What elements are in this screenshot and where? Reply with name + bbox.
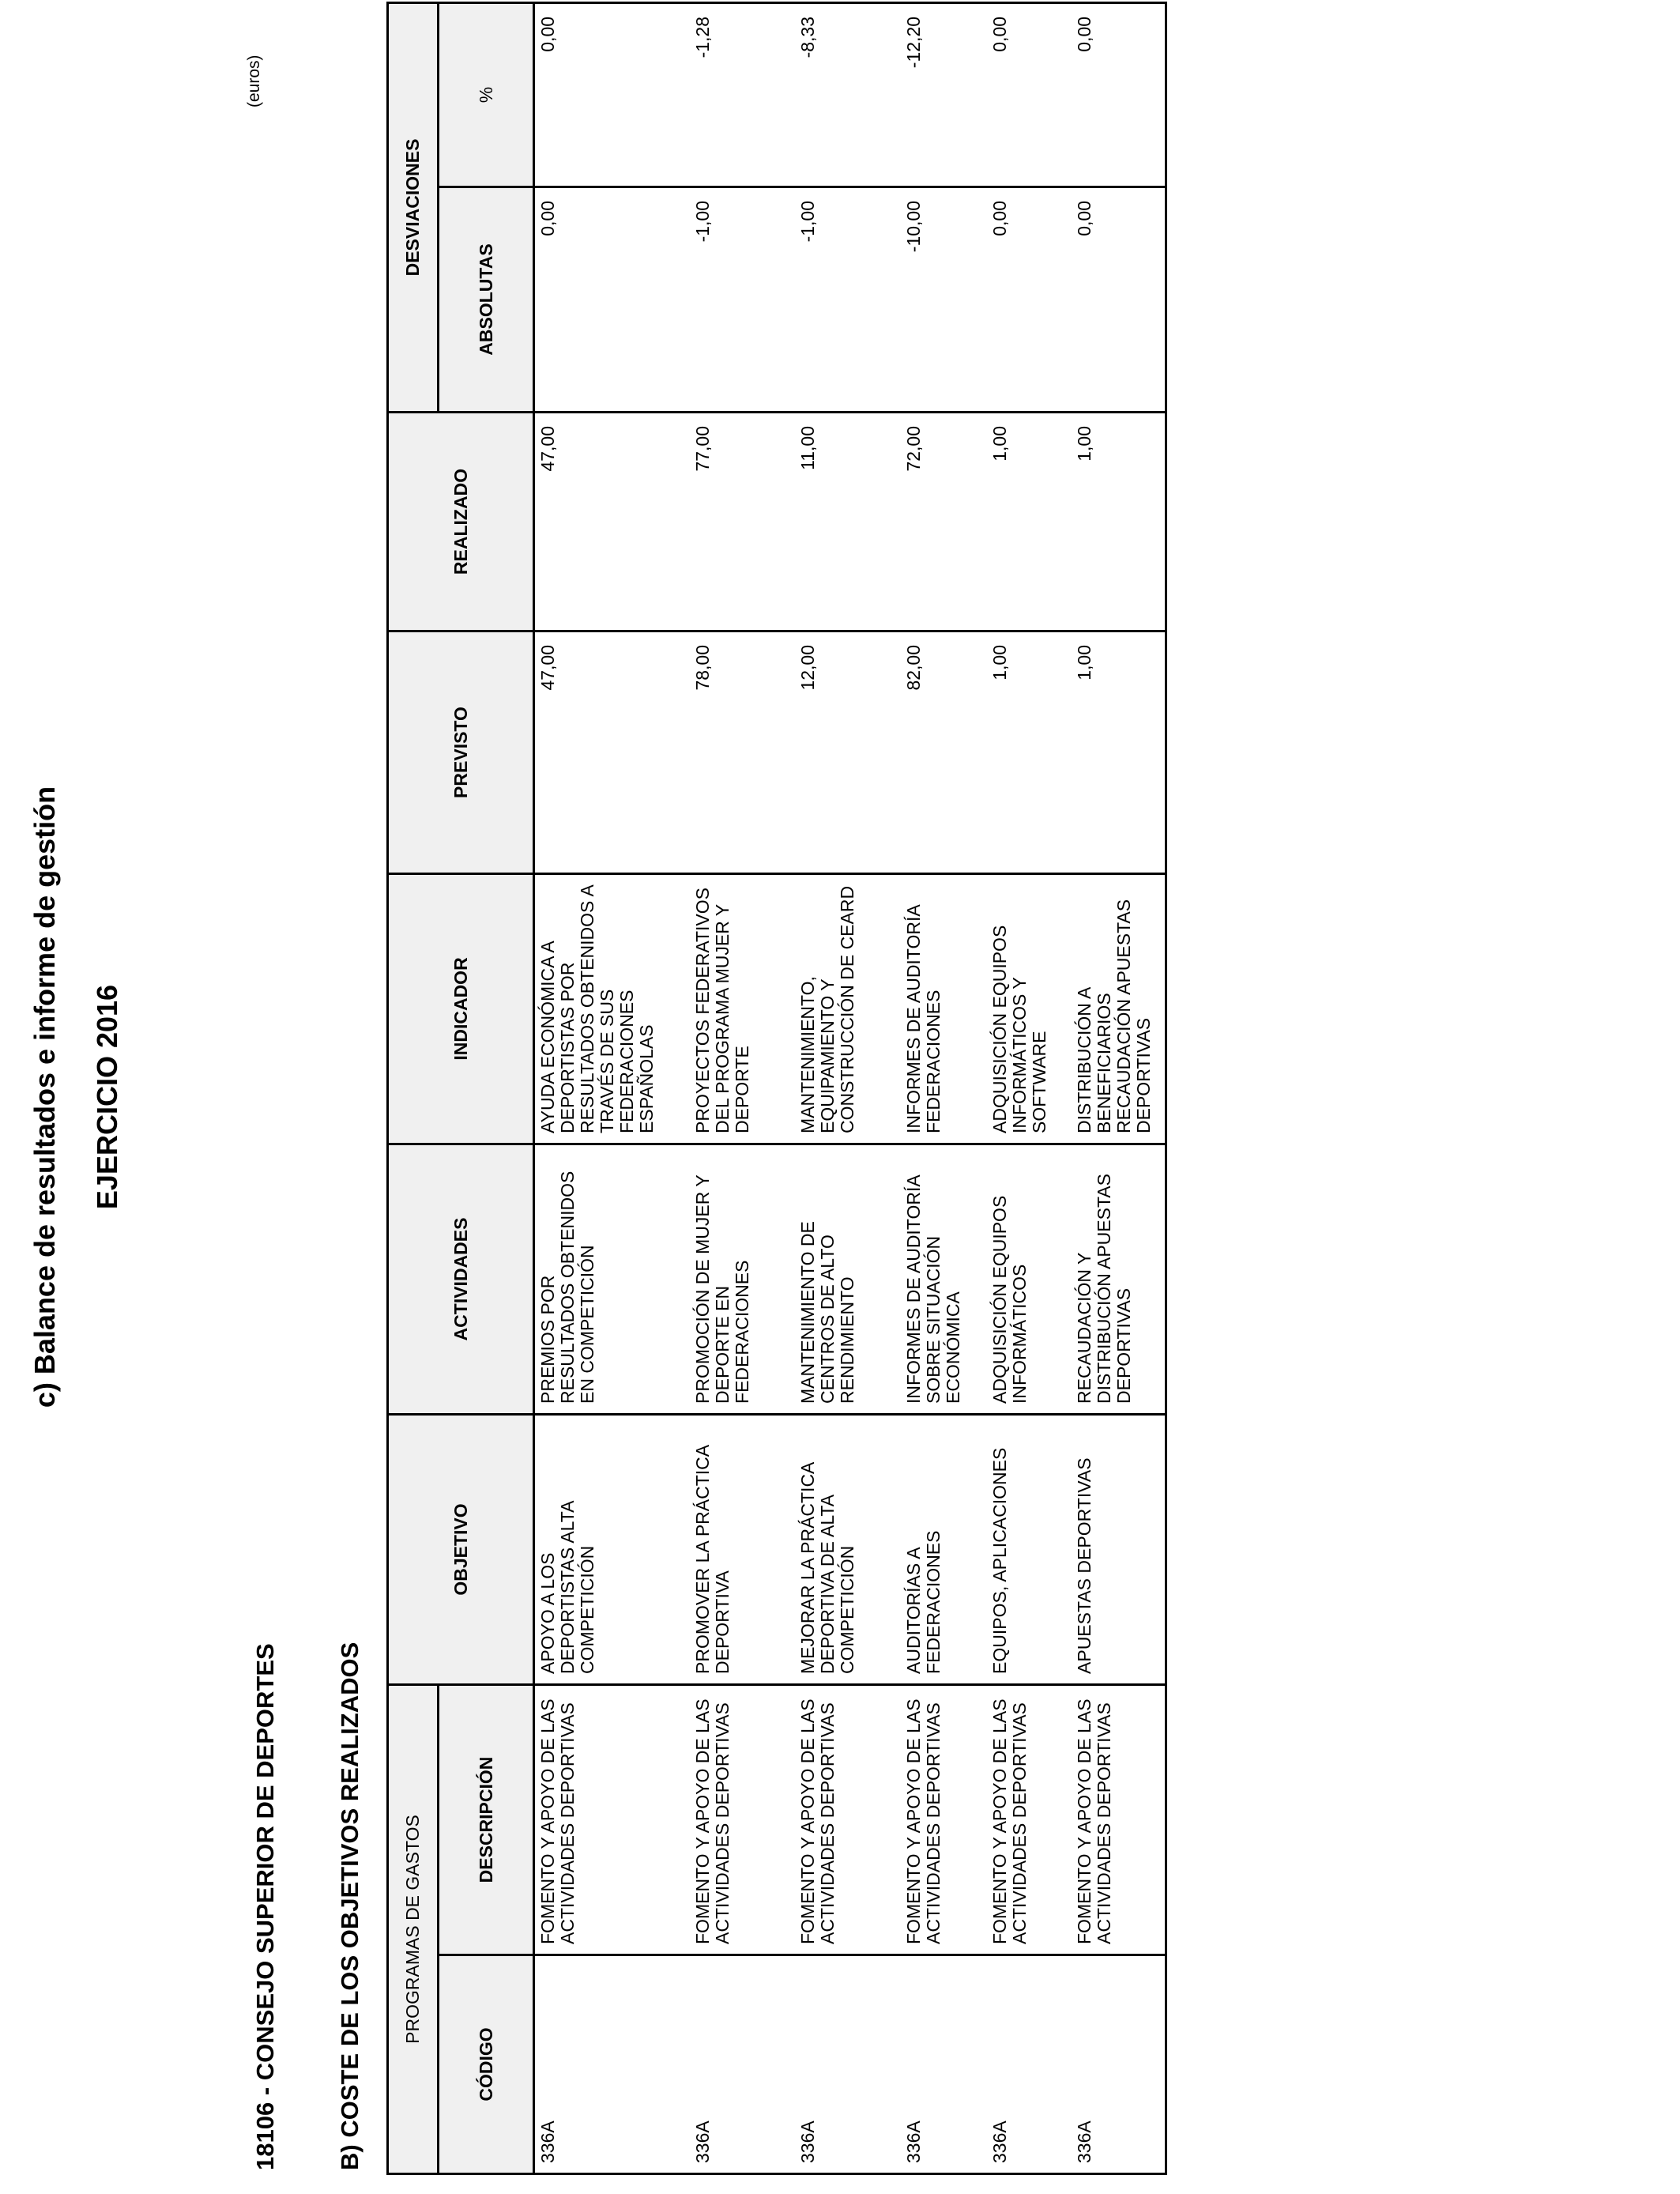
currency-unit-label: (euros) [245,55,263,107]
cell-actividades: PROMOCIÓN DE MUJER Y DEPORTE EN FEDERACIONES [690,1144,795,1414]
cell-indicador: DISTRIBUCIÓN A BENEFICIARIOS RECAUDACIÓN APUESTAS DEPORTIVAS [1072,873,1166,1144]
cell-codigo: 336A [901,1955,987,2174]
cell-previsto: 1,00 [987,631,1072,873]
cell-absolutas: 0,00 [987,187,1072,412]
cell-porcentaje: -8,33 [795,2,901,187]
document-title: c) Balance de resultados e informe de gestión [28,786,61,1408]
cell-indicador: INFORMES DE AUDITORÍA FEDERACIONES [901,873,987,1144]
col-header-codigo: CÓDIGO [439,1955,534,2174]
cell-previsto: 47,00 [534,631,690,873]
cell-codigo: 336A [690,1955,795,2174]
cell-indicador: ADQUISICIÓN EQUIPOS INFORMÁTICOS Y SOFTWARE [987,873,1072,1144]
cell-descripcion: FOMENTO Y APOYO DE LAS ACTIVIDADES DEPORTIVAS [987,1684,1072,1955]
cell-porcentaje: -1,28 [690,2,795,187]
group-header-programas: PROGRAMAS DE GASTOS [388,1684,439,2173]
cell-actividades: MANTENIMIENTO DE CENTROS DE ALTO RENDIMIENTO [795,1144,901,1414]
table-row [534,2,690,2173]
cell-previsto: 12,00 [795,631,901,873]
cell-objetivo: MEJORAR LA PRÁCTICA DEPORTIVA DE ALTA COMPETICIÓN [795,1414,901,1684]
section-heading: B) COSTE DE LOS OBJETIVOS REALIZADOS [336,1642,363,2170]
cell-objetivo: APOYO A LOS DEPORTISTAS ALTA COMPETICIÓN [534,1414,690,1684]
cell-actividades: ADQUISICIÓN EQUIPOS INFORMÁTICOS [987,1144,1072,1414]
cell-objetivo: AUDITORÍAS A FEDERACIONES [901,1414,987,1684]
cell-objetivo: APUESTAS DEPORTIVAS [1072,1414,1166,1684]
col-header-indicador: INDICADOR [388,873,534,1144]
col-header-previsto: PREVISTO [388,631,534,873]
cell-realizado: 77,00 [690,412,795,631]
cell-absolutas: 0,00 [1072,187,1166,412]
cell-previsto: 1,00 [1072,631,1166,873]
cell-absolutas: -10,00 [901,187,987,412]
group-header-desviaciones: DESVIACIONES [388,2,439,412]
cell-porcentaje: -12,20 [901,2,987,187]
col-header-descripcion: DESCRIPCIÓN [439,1684,534,1955]
cell-codigo: 336A [987,1955,1072,2174]
cell-indicador: AYUDA ECONÓMICA A DEPORTISTAS POR RESULTADOS OBTENIDOS A TRAVÉS DE SUS FEDERACIONES ESPAÑOLAS [534,873,690,1144]
cell-previsto: 82,00 [901,631,987,873]
cell-indicador: MANTENIMIENTO, EQUIPAMIENTO Y CONSTRUCCIÓN DE CEARD [795,873,901,1144]
fiscal-year-title: EJERCICIO 2016 [91,984,123,1210]
organization-heading: 18106 - CONSEJO SUPERIOR DE DEPORTES [251,1643,279,2170]
col-header-actividades: ACTIVIDADES [388,1144,534,1414]
col-header-absolutas: ABSOLUTAS [439,187,534,412]
cell-realizado: 47,00 [534,412,690,631]
cell-descripcion: FOMENTO Y APOYO DE LAS ACTIVIDADES DEPORTIVAS [690,1684,795,1955]
cell-descripcion: FOMENTO Y APOYO DE LAS ACTIVIDADES DEPORTIVAS [1072,1684,1166,1955]
cell-absolutas: -1,00 [795,187,901,412]
cell-codigo: 336A [1072,1955,1166,2174]
cell-porcentaje: 0,00 [987,2,1072,187]
cell-actividades: PREMIOS POR RESULTADOS OBTENIDOS EN COMPETICIÓN [534,1144,690,1414]
cell-descripcion: FOMENTO Y APOYO DE LAS ACTIVIDADES DEPORTIVAS [795,1684,901,1955]
cell-realizado: 1,00 [1072,412,1166,631]
cell-previsto: 78,00 [690,631,795,873]
cell-actividades: RECAUDACIÓN Y DISTRIBUCIÓN APUESTAS DEPORTIVAS [1072,1144,1166,1414]
cell-porcentaje: 0,00 [1072,2,1166,187]
cell-absolutas: 0,00 [534,187,690,412]
table-row [987,2,1072,2173]
col-header-realizado: REALIZADO [388,412,534,631]
table-row [795,2,901,2173]
table-row [901,2,987,2173]
cell-descripcion: FOMENTO Y APOYO DE LAS ACTIVIDADES DEPORTIVAS [901,1684,987,1955]
cell-realizado: 11,00 [795,412,901,631]
cell-descripcion: FOMENTO Y APOYO DE LAS ACTIVIDADES DEPORTIVAS [534,1684,690,1955]
objectives-cost-table [386,2,1167,2175]
cell-objetivo: PROMOVER LA PRÁCTICA DEPORTIVA [690,1414,795,1684]
col-header-porcentaje: % [439,2,534,187]
cell-objetivo: EQUIPOS, APLICACIONES [987,1414,1072,1684]
cell-realizado: 72,00 [901,412,987,631]
table-row [690,2,795,2173]
table-row [1072,2,1166,2173]
cell-codigo: 336A [534,1955,690,2174]
cell-absolutas: -1,00 [690,187,795,412]
cell-actividades: INFORMES DE AUDITORÍA SOBRE SITUACIÓN ECONÓMICA [901,1144,987,1414]
cell-codigo: 336A [795,1955,901,2174]
col-header-objetivo: OBJETIVO [388,1414,534,1684]
cell-indicador: PROYECTOS FEDERATIVOS DEL PROGRAMA MUJER Y DEPORTE [690,873,795,1144]
cell-realizado: 1,00 [987,412,1072,631]
cell-porcentaje: 0,00 [534,2,690,187]
